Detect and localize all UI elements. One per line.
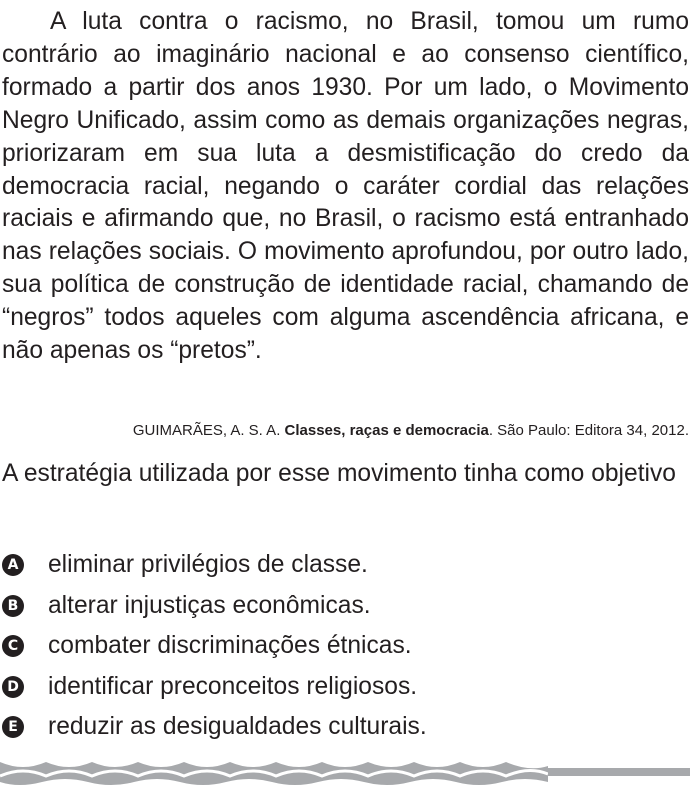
passage-text: A luta contra o racismo, no Brasil, tomou um rumo contrário ao imaginário nacional e ao consenso científico, formado a partir dos anos 1930. Por um lado, o Movimento Negro Unificado, assim como as demais organizações negras, priorizaram em sua luta a desmistificação do credo da democracia racial, negando o caráter cordial das relações raciais e afirmando que, no Brasil, o racismo está entranhado nas relações sociais. O movimento aprofundou, por outro lado, sua política de construção de identidade racial, chamando de “negros” todos aqueles com alguma ascendência africana, e não apenas os “pretos”. (2, 8, 689, 365)
citation-author: GUIMARÃES, A. S. A. (132, 422, 281, 439)
option-a-text[interactable]: eliminar privilégios de classe. (48, 551, 368, 579)
option-a[interactable] (2, 545, 689, 586)
question-stem: A estratégia utilizada por esse movimento tinha como objetivo (2, 460, 676, 487)
option-e[interactable] (2, 707, 689, 748)
option-d[interactable] (2, 667, 689, 708)
option-e-text[interactable]: reduzir as desigualdades culturais. (48, 713, 427, 741)
option-b-text[interactable]: alterar injustiças econômicas. (48, 591, 371, 619)
option-c-letter-badge[interactable]: C (2, 635, 24, 657)
citation-publisher: . São Paulo: Editora 34, 2012. (488, 422, 689, 439)
option-e-letter-badge[interactable]: E (2, 716, 24, 738)
option-c[interactable] (2, 626, 689, 667)
option-d-text[interactable]: identificar preconceitos religiosos. (48, 672, 418, 700)
option-b[interactable] (2, 586, 689, 627)
wave-divider-line (548, 768, 690, 776)
option-c-text[interactable]: combater discriminações étnicas. (48, 632, 412, 660)
citation-title: Classes, raças e democracia (284, 422, 489, 439)
wave-divider (0, 758, 700, 788)
option-a-letter-badge[interactable]: A (2, 554, 24, 576)
answer-options (2, 545, 689, 748)
option-d-letter-badge[interactable]: D (2, 676, 24, 698)
option-b-letter-badge[interactable]: B (2, 595, 24, 617)
citation (133, 421, 689, 441)
